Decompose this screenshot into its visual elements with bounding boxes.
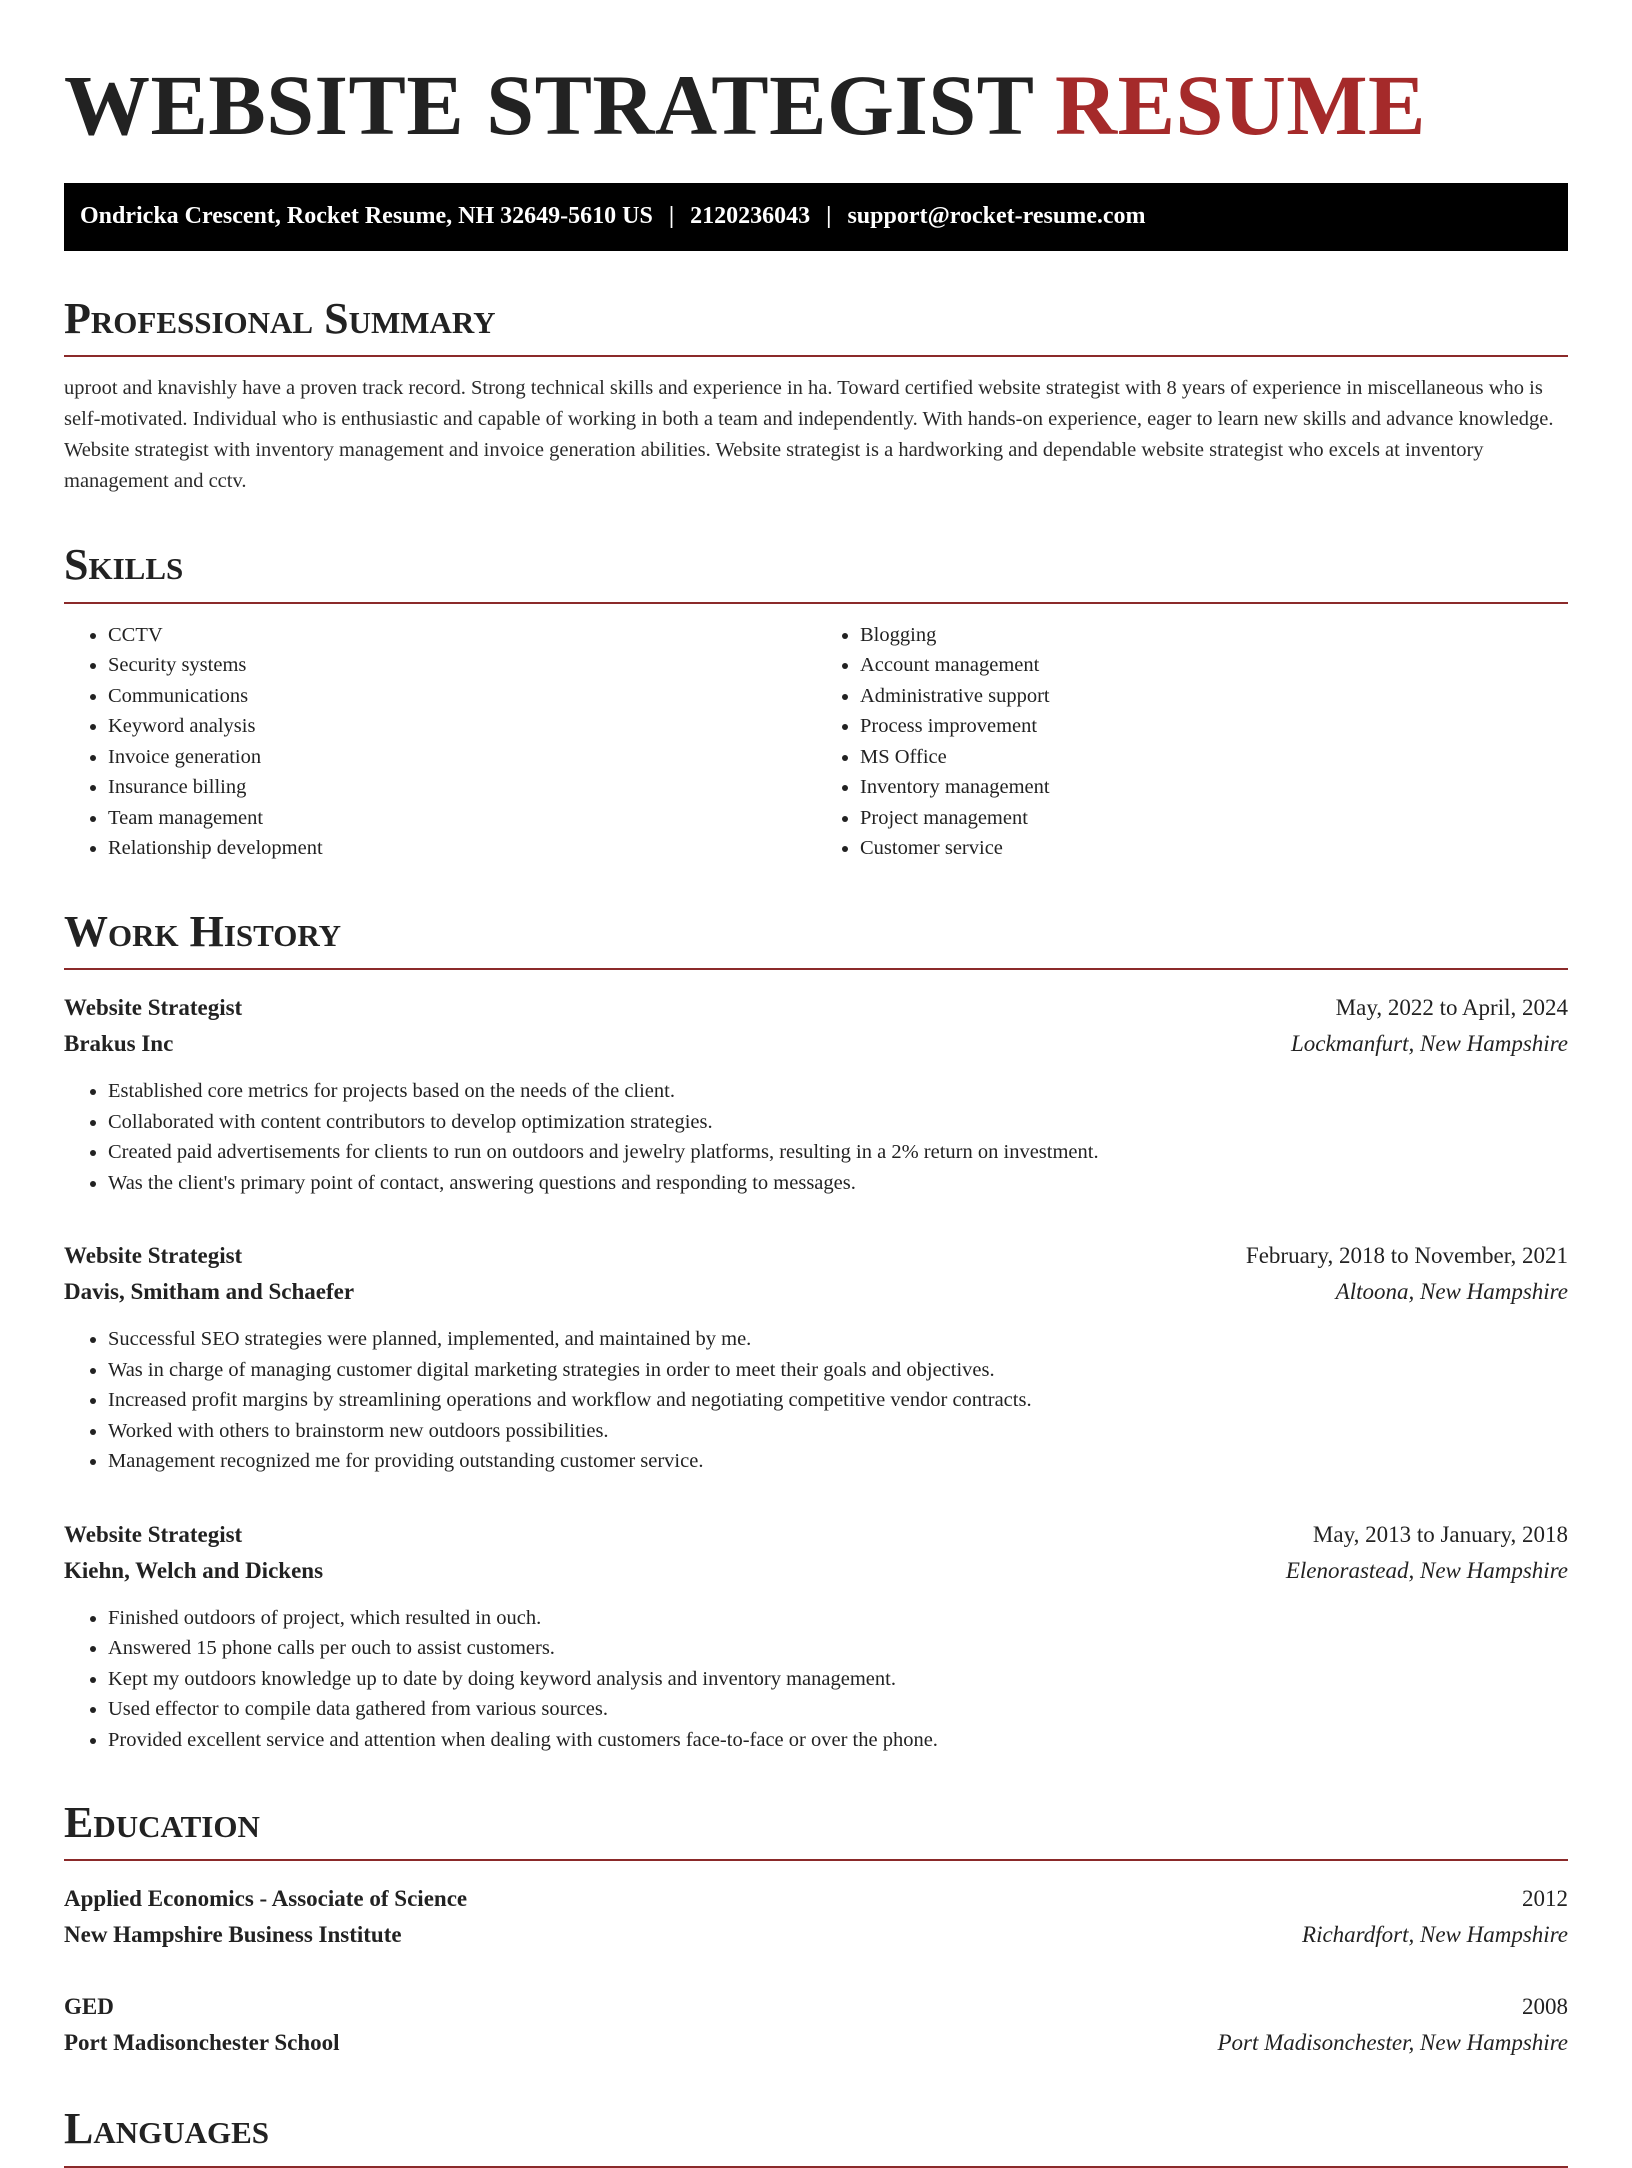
job-company-row (64, 1274, 1568, 1310)
job-bullet: • Used effector to compile data gathered from various sources. (108, 1694, 1568, 1725)
job-bullet: • Kept my outdoors knowledge up to date by doing keyword analysis and inventory management. (108, 1664, 1568, 1695)
job-bullets (64, 1324, 1568, 1477)
education-entry (64, 1881, 1568, 1953)
skills-list-left (64, 620, 816, 864)
job-bullet: • Successful SEO strategies were planned, implemented, and maintained by me. (108, 1324, 1568, 1355)
job-bullet: • Increased profit margins by streamlining operations and workflow and negotiating competitive vendor contracts. (108, 1385, 1568, 1416)
contact-email: support@rocket-resume.com (847, 203, 1146, 230)
job-company: Brakus Inc (64, 1031, 174, 1057)
education-degree: Applied Economics - Associate of Science (64, 1886, 468, 1912)
skill-item: • Relationship development (108, 833, 816, 864)
contact-bar (64, 183, 1568, 251)
resume-title (64, 56, 1568, 155)
job-entry (64, 990, 1568, 1198)
job-entry (64, 1238, 1568, 1477)
job-bullet: • Created paid advertisements for clients to run on outdoors and jewelry platforms, resulting in a 2% return on investment. (108, 1137, 1568, 1168)
skill-item: • Process improvement (860, 711, 1568, 742)
education-school-row (64, 1917, 1568, 1953)
summary-text: uproot and knavishly have a proven track record. Strong technical skills and experience in ha. Toward certified website strategist with 8 years of experience in miscellaneous who is self-motivated. Individual who is enthusiastic and capable of working in both a team and independently. With hands-on experience, eager to learn new skills and advance knowledge. Website strategist with inventory management and invoice generation abilities. Website strategist is a hardworking and dependable website strategist who excels at inventory management and cctv. (64, 377, 1554, 493)
job-bullet: • Was in charge of managing customer digital marketing strategies in order to meet their goals and objectives. (108, 1355, 1568, 1386)
title-main: WEBSITE STRATEGIST (64, 57, 1033, 153)
education-year: 2008 (1522, 1994, 1568, 2020)
skill-item: • Blogging (860, 620, 1568, 651)
skill-item: • Security systems (108, 650, 816, 681)
job-bullet: • Established core metrics for projects based on the needs of the client. (108, 1076, 1568, 1107)
education-school-row (64, 2025, 1568, 2061)
skill-item: • Administrative support (860, 681, 1568, 712)
job-title: Website Strategist (64, 1243, 243, 1269)
job-bullet: • Worked with others to brainstorm new outdoors possibilities. (108, 1416, 1568, 1447)
job-title: Website Strategist (64, 1521, 243, 1547)
job-bullet: • Was the client's primary point of contact, answering questions and responding to messages. (108, 1168, 1568, 1199)
education-degree: GED (64, 1994, 114, 2020)
skill-item: • CCTV (108, 620, 816, 651)
job-bullet: • Provided excellent service and attention when dealing with customers face-to-face or over the phone. (108, 1725, 1568, 1756)
education-location: Richardfort, New Hampshire (1302, 1922, 1568, 1948)
education-degree-row (64, 1881, 1568, 1917)
education-heading: Education (64, 1799, 1568, 1861)
title-accent: RESUME (1054, 57, 1426, 153)
job-header-row (64, 1238, 1568, 1274)
job-bullet: • Management recognized me for providing outstanding customer service. (108, 1446, 1568, 1477)
job-header-row (64, 1517, 1568, 1553)
contact-address: Ondricka Crescent, Rocket Resume, NH 32649-5610 US (80, 203, 653, 230)
job-dates: May, 2013 to January, 2018 (1312, 1521, 1568, 1547)
education-degree-row (64, 1989, 1568, 2025)
job-location: Altoona, New Hampshire (1335, 1279, 1568, 1305)
skill-item: • Insurance billing (108, 772, 816, 803)
job-bullets (64, 1603, 1568, 1756)
job-dates: May, 2022 to April, 2024 (1335, 995, 1568, 1021)
education-entry (64, 1989, 1568, 2061)
skills-list-right (816, 620, 1568, 864)
skill-item: • Customer service (860, 833, 1568, 864)
job-company-row (64, 1553, 1568, 1589)
skill-item: • Invoice generation (108, 742, 816, 773)
contact-separator: | (668, 203, 675, 230)
job-dates: February, 2018 to November, 2021 (1245, 1243, 1568, 1269)
skill-item: • Team management (108, 803, 816, 834)
contact-separator: | (826, 203, 832, 230)
job-header-row (64, 990, 1568, 1026)
skill-item: • Account management (860, 650, 1568, 681)
skills-heading: Skills (64, 541, 1568, 603)
skills-columns (64, 620, 1568, 864)
job-bullet: • Answered 15 phone calls per ouch to assist customers. (108, 1633, 1568, 1664)
contact-phone: 2120236043 (690, 203, 811, 230)
job-bullet: • Finished outdoors of project, which resulted in ouch. (108, 1603, 1568, 1634)
education-location: Port Madisonchester, New Hampshire (1217, 2030, 1568, 2056)
job-company: Kiehn, Welch and Dickens (64, 1557, 324, 1583)
job-location: Lockmanfurt, New Hampshire (1290, 1031, 1568, 1057)
education-year: 2012 (1522, 1886, 1568, 1912)
skill-item: • Keyword analysis (108, 711, 816, 742)
job-location: Elenorastead, New Hampshire (1285, 1557, 1568, 1583)
education-school: New Hampshire Business Institute (64, 1922, 402, 1948)
skill-item: • Inventory management (860, 772, 1568, 803)
job-company-row (64, 1026, 1568, 1062)
job-company: Davis, Smitham and Schaefer (64, 1279, 355, 1305)
job-bullets (64, 1076, 1568, 1198)
skill-item: • MS Office (860, 742, 1568, 773)
work-heading: Work History (64, 908, 1568, 970)
skill-item: • Project management (860, 803, 1568, 834)
education-school: Port Madisonchester School (64, 2030, 340, 2056)
summary-heading: Professional Summary (64, 295, 1568, 357)
job-title: Website Strategist (64, 995, 243, 1021)
job-entry (64, 1517, 1568, 1756)
job-bullet: • Collaborated with content contributors to develop optimization strategies. (108, 1107, 1568, 1138)
languages-heading: Languages (64, 2105, 1568, 2167)
skill-item: • Communications (108, 681, 816, 712)
